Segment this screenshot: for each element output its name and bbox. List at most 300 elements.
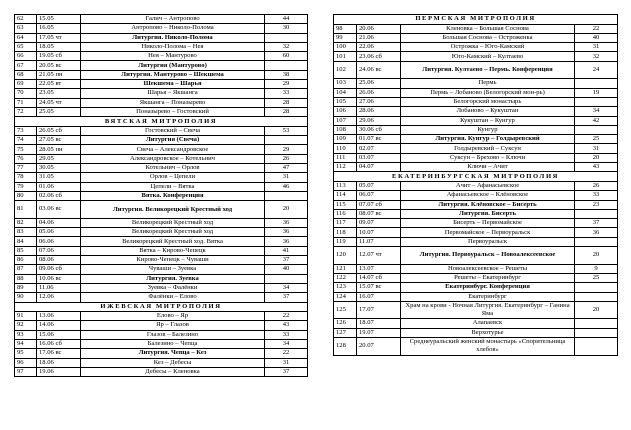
distance-cell: 28 bbox=[265, 98, 308, 107]
route-cell: Ачит – Афанасьевское bbox=[401, 181, 575, 190]
route-cell: Кирово-Чепецк – Чуваши bbox=[81, 256, 265, 265]
row-number-cell: 74 bbox=[15, 136, 37, 145]
date-cell: 24.06 вс bbox=[357, 61, 401, 79]
row-number-cell: 115 bbox=[334, 200, 357, 209]
row-number-cell: 72 bbox=[15, 107, 37, 116]
route-cell: Зуевка – Фалёнки bbox=[81, 283, 265, 292]
table-row bbox=[334, 301, 618, 319]
table-row bbox=[15, 33, 308, 42]
distance-cell bbox=[575, 79, 618, 88]
route-cell: Яр – Глазов bbox=[81, 321, 265, 330]
route-cell: Литургия (Мантурово) bbox=[81, 61, 265, 70]
route-cell: Фалёнки – Елово bbox=[81, 293, 265, 302]
distance-cell: 31 bbox=[575, 144, 618, 153]
distance-cell: 29 bbox=[265, 80, 308, 89]
route-cell: Литургия. Култаево – Пермь. Конференция bbox=[401, 61, 575, 79]
route-cell: Николо-Полома – Нея bbox=[81, 42, 265, 51]
date-cell: 03.06 вс bbox=[37, 201, 81, 219]
date-cell: 09.07 bbox=[357, 219, 401, 228]
table-row bbox=[15, 246, 308, 255]
route-cell: Екатеринбург. Конференция bbox=[401, 283, 575, 292]
route-cell: Пермь – Лобаново (Белогорский мон-рь) bbox=[401, 88, 575, 97]
section-header-row bbox=[334, 15, 618, 25]
date-cell: 08.06 bbox=[37, 256, 81, 265]
distance-cell: 34 bbox=[575, 107, 618, 116]
date-cell: 21.06 bbox=[357, 33, 401, 42]
row-number-cell: 123 bbox=[334, 283, 357, 292]
route-cell: Екатеринбург bbox=[401, 292, 575, 301]
distance-cell: 36 bbox=[265, 218, 308, 227]
table-row bbox=[334, 228, 618, 237]
date-cell: 13.07 bbox=[357, 264, 401, 273]
row-number-cell: 94 bbox=[15, 339, 37, 348]
table-row bbox=[334, 191, 618, 200]
table-row bbox=[15, 283, 308, 292]
row-number-cell: 88 bbox=[15, 274, 37, 283]
route-cell: Новоалексеевское – Решеты bbox=[401, 264, 575, 273]
date-cell: 15.07 вс bbox=[357, 283, 401, 292]
distance-cell: 36 bbox=[575, 228, 618, 237]
table-row bbox=[334, 88, 618, 97]
date-cell: 11.06 bbox=[37, 283, 81, 292]
table-row bbox=[15, 191, 308, 200]
route-cell: Литургия. Чепца – Кез bbox=[81, 349, 265, 358]
section-title: ВЯТСКАЯ МИТРОПОЛИЯ bbox=[15, 117, 308, 127]
date-cell: 01.07 вс bbox=[357, 135, 401, 144]
route-cell: Котельнич – Орлов bbox=[81, 164, 265, 173]
row-number-cell: 86 bbox=[15, 256, 37, 265]
table-row bbox=[334, 237, 618, 246]
distance-cell: 30 bbox=[265, 24, 308, 33]
distance-cell: 53 bbox=[265, 126, 308, 135]
section-title: ИЖЕВСКАЯ МИТРОПОЛИЯ bbox=[15, 302, 308, 312]
route-cell: Голдыревский – Суксун bbox=[401, 144, 575, 153]
row-number-cell: 77 bbox=[15, 164, 37, 173]
date-cell: 02.06 сб bbox=[37, 191, 81, 200]
row-number-cell: 102 bbox=[334, 61, 357, 79]
row-number-cell: 82 bbox=[15, 218, 37, 227]
distance-cell: 22 bbox=[265, 312, 308, 321]
distance-cell: 9 bbox=[575, 264, 618, 273]
date-cell: 23.05 bbox=[37, 89, 81, 98]
distance-cell: 37 bbox=[265, 293, 308, 302]
date-cell: 14.07 сб bbox=[357, 273, 401, 282]
table-row bbox=[334, 219, 618, 228]
table-row bbox=[15, 339, 308, 348]
route-cell: Галич – Антропово bbox=[81, 15, 265, 24]
route-cell: Ключи – Ачит bbox=[401, 163, 575, 172]
table-row bbox=[15, 312, 308, 321]
route-cell: Лобаново – Кукуштан bbox=[401, 107, 575, 116]
date-cell: 16.06 сб bbox=[37, 339, 81, 348]
row-number-cell: 113 bbox=[334, 181, 357, 190]
route-cell: Первоуральск bbox=[401, 237, 575, 246]
distance-cell: 31 bbox=[265, 173, 308, 182]
date-cell: 10.07 bbox=[357, 228, 401, 237]
date-cell: 20.05 вс bbox=[37, 61, 81, 70]
route-cell: Литургия. Бисерть bbox=[401, 209, 575, 218]
table-row bbox=[334, 33, 618, 42]
route-cell: Цепели – Вятка bbox=[81, 182, 265, 191]
distance-cell: 38 bbox=[265, 70, 308, 79]
row-number-cell: 76 bbox=[15, 154, 37, 163]
date-cell: 07.07 сб bbox=[357, 200, 401, 209]
row-number-cell: 80 bbox=[15, 191, 37, 200]
date-cell: 23.06 сб bbox=[357, 52, 401, 61]
distance-cell bbox=[575, 337, 618, 355]
date-cell: 21.05 пн bbox=[37, 70, 81, 79]
date-cell: 27.05 вс bbox=[37, 136, 81, 145]
row-number-cell: 66 bbox=[15, 52, 37, 61]
row-number-cell: 89 bbox=[15, 283, 37, 292]
row-number-cell: 126 bbox=[334, 319, 357, 328]
distance-cell: 20 bbox=[265, 201, 308, 219]
distance-cell: 20 bbox=[575, 153, 618, 162]
date-cell: 29.05 bbox=[37, 154, 81, 163]
route-cell: Шарья – Якшанга bbox=[81, 89, 265, 98]
distance-cell: 47 bbox=[265, 164, 308, 173]
row-number-cell: 71 bbox=[15, 98, 37, 107]
distance-cell: 36 bbox=[265, 228, 308, 237]
distance-cell: 41 bbox=[265, 246, 308, 255]
route-cell: Поназырево – Гостовский bbox=[81, 107, 265, 116]
table-row bbox=[15, 321, 308, 330]
table-row bbox=[15, 145, 308, 154]
distance-cell bbox=[575, 292, 618, 301]
table-row bbox=[15, 154, 308, 163]
row-number-cell: 125 bbox=[334, 301, 357, 319]
distance-cell: 33 bbox=[265, 89, 308, 98]
date-cell: 01.06 bbox=[37, 182, 81, 191]
table-row bbox=[15, 15, 308, 24]
route-cell: Вятка – Кирово-Чепецк bbox=[81, 246, 265, 255]
table-row bbox=[334, 144, 618, 153]
row-number-cell: 101 bbox=[334, 52, 357, 61]
row-number-cell: 91 bbox=[15, 312, 37, 321]
table-row bbox=[15, 136, 308, 145]
table-row bbox=[15, 52, 308, 61]
table-row bbox=[15, 367, 308, 376]
row-number-cell: 64 bbox=[15, 33, 37, 42]
distance-cell bbox=[575, 125, 618, 134]
section-header-row bbox=[15, 117, 308, 127]
distance-cell: 31 bbox=[265, 358, 308, 367]
date-cell: 04.07 bbox=[357, 163, 401, 172]
row-number-cell: 85 bbox=[15, 246, 37, 255]
date-cell: 19.06 bbox=[37, 367, 81, 376]
row-number-cell: 73 bbox=[15, 126, 37, 135]
table-row bbox=[334, 125, 618, 134]
date-cell: 19.05 сб bbox=[37, 52, 81, 61]
table-row bbox=[15, 80, 308, 89]
table-row bbox=[334, 61, 618, 79]
table-row bbox=[15, 330, 308, 339]
table-row bbox=[15, 182, 308, 191]
table-row bbox=[15, 164, 308, 173]
distance-cell: 37 bbox=[575, 219, 618, 228]
table-row bbox=[334, 153, 618, 162]
row-number-cell: 63 bbox=[15, 24, 37, 33]
distance-cell: 33 bbox=[575, 191, 618, 200]
table-row bbox=[334, 116, 618, 125]
table-row bbox=[15, 293, 308, 302]
distance-cell: 34 bbox=[265, 339, 308, 348]
date-cell: 07.06 bbox=[37, 246, 81, 255]
route-cell: Суксун – Брехово – Ключи bbox=[401, 153, 575, 162]
date-cell: 16.05 bbox=[37, 24, 81, 33]
table-row bbox=[15, 173, 308, 182]
distance-cell bbox=[575, 283, 618, 292]
row-number-cell: 109 bbox=[334, 135, 357, 144]
date-cell: 20.07 bbox=[357, 337, 401, 355]
distance-cell: 36 bbox=[265, 237, 308, 246]
route-cell: Александровское – Котельнич bbox=[81, 154, 265, 163]
route-cell: Орлов – Цепели bbox=[81, 173, 265, 182]
table-row bbox=[334, 209, 618, 218]
route-cell: Литургия (Свеча) bbox=[81, 136, 265, 145]
route-cell: Глазов – Балезино bbox=[81, 330, 265, 339]
route-cell: Литургия. Зуевка bbox=[81, 274, 265, 283]
distance-cell: 32 bbox=[575, 52, 618, 61]
table-row bbox=[15, 89, 308, 98]
section-title: ПЕРМСКАЯ МИТРОПОЛИЯ bbox=[334, 15, 618, 25]
distance-cell: 33 bbox=[265, 330, 308, 339]
table-row bbox=[334, 163, 618, 172]
table-row bbox=[15, 61, 308, 70]
route-cell: Афанасьевское – Клёновское bbox=[401, 191, 575, 200]
table-row bbox=[334, 52, 618, 61]
table-row bbox=[334, 97, 618, 106]
route-cell: Белогорский монастырь bbox=[401, 97, 575, 106]
table-row bbox=[334, 273, 618, 282]
date-cell: 12.07 чт bbox=[357, 247, 401, 265]
route-cell: Острожка – Юго-Камский bbox=[401, 43, 575, 52]
distance-cell bbox=[265, 136, 308, 145]
route-cell: Храм на крови - Ночная Литургия. Екатеринбург – Ганина Яма bbox=[401, 301, 575, 319]
distance-cell: 20 bbox=[575, 301, 618, 319]
date-cell: 18.07 bbox=[357, 319, 401, 328]
distance-cell: 26 bbox=[575, 181, 618, 190]
distance-cell bbox=[265, 33, 308, 42]
date-cell: 06.06 bbox=[37, 237, 81, 246]
row-number-cell: 112 bbox=[334, 163, 357, 172]
distance-cell: 60 bbox=[265, 52, 308, 61]
row-number-cell: 114 bbox=[334, 191, 357, 200]
route-cell: Литургия. Первоуральск – Новоалексеевское bbox=[401, 247, 575, 265]
row-number-cell: 90 bbox=[15, 293, 37, 302]
route-cell: Чуваши – Зуевка bbox=[81, 265, 265, 274]
schedule-table-left bbox=[14, 14, 308, 377]
distance-cell bbox=[265, 191, 308, 200]
date-cell: 31.05 bbox=[37, 173, 81, 182]
table-row bbox=[334, 337, 618, 355]
distance-cell: 42 bbox=[575, 116, 618, 125]
distance-cell bbox=[575, 97, 618, 106]
distance-cell: 24 bbox=[575, 61, 618, 79]
distance-cell bbox=[575, 209, 618, 218]
table-row bbox=[15, 126, 308, 135]
date-cell: 17.06 вс bbox=[37, 349, 81, 358]
table-row bbox=[15, 228, 308, 237]
row-number-cell: 78 bbox=[15, 173, 37, 182]
distance-cell: 37 bbox=[265, 367, 308, 376]
table-row bbox=[15, 237, 308, 246]
route-cell: Вятка. Конференция bbox=[81, 191, 265, 200]
date-cell: 05.06 bbox=[37, 228, 81, 237]
table-row bbox=[334, 247, 618, 265]
date-cell: 26.06 bbox=[357, 88, 401, 97]
date-cell: 17.07 bbox=[357, 301, 401, 319]
distance-cell: 25 bbox=[575, 273, 618, 282]
table-row bbox=[334, 135, 618, 144]
distance-cell: 23 bbox=[575, 200, 618, 209]
distance-cell: 19 bbox=[575, 88, 618, 97]
row-number-cell: 107 bbox=[334, 116, 357, 125]
date-cell: 13.06 bbox=[37, 312, 81, 321]
row-number-cell: 103 bbox=[334, 79, 357, 88]
route-cell: Свеча – Александровское bbox=[81, 145, 265, 154]
table-row bbox=[15, 274, 308, 283]
date-cell: 29.06 bbox=[357, 116, 401, 125]
row-number-cell: 67 bbox=[15, 61, 37, 70]
route-cell: Антропово – Николо-Полома bbox=[81, 24, 265, 33]
date-cell: 02.07 bbox=[357, 144, 401, 153]
date-cell: 30.05 bbox=[37, 164, 81, 173]
table-row bbox=[334, 200, 618, 209]
row-number-cell: 116 bbox=[334, 209, 357, 218]
table-row bbox=[15, 201, 308, 219]
row-number-cell: 62 bbox=[15, 15, 37, 24]
row-number-cell: 95 bbox=[15, 349, 37, 358]
date-cell: 11.07 bbox=[357, 237, 401, 246]
row-number-cell: 87 bbox=[15, 265, 37, 274]
table-row bbox=[15, 24, 308, 33]
route-cell: Кез – Дебесы bbox=[81, 358, 265, 367]
row-number-cell: 81 bbox=[15, 201, 37, 219]
date-cell: 22.06 bbox=[357, 43, 401, 52]
table-row bbox=[15, 218, 308, 227]
date-cell: 16.07 bbox=[357, 292, 401, 301]
date-cell: 22.05 вт bbox=[37, 80, 81, 89]
route-cell: Бисерть – Первомайское bbox=[401, 219, 575, 228]
table-row bbox=[15, 107, 308, 116]
distance-cell: 43 bbox=[575, 163, 618, 172]
table-row bbox=[334, 79, 618, 88]
distance-cell: 29 bbox=[265, 145, 308, 154]
table-row bbox=[334, 264, 618, 273]
date-cell: 20.06 bbox=[357, 24, 401, 33]
distance-cell: 22 bbox=[575, 24, 618, 33]
date-cell: 19.07 bbox=[357, 328, 401, 337]
table-row bbox=[334, 181, 618, 190]
date-cell: 28.06 bbox=[357, 107, 401, 116]
route-cell: Большая Соснова – Остроженка bbox=[401, 33, 575, 42]
row-number-cell: 79 bbox=[15, 182, 37, 191]
table-row bbox=[334, 107, 618, 116]
route-cell: Пермь bbox=[401, 79, 575, 88]
row-number-cell: 92 bbox=[15, 321, 37, 330]
row-number-cell: 120 bbox=[334, 247, 357, 265]
date-cell: 05.07 bbox=[357, 181, 401, 190]
date-cell: 15.05 bbox=[37, 15, 81, 24]
table-row bbox=[334, 283, 618, 292]
route-cell: Среднеуральский женский монастырь «Спорительница хлебов» bbox=[401, 337, 575, 355]
route-cell: Нея – Мантурово bbox=[81, 52, 265, 61]
row-number-cell: 84 bbox=[15, 237, 37, 246]
row-number-cell: 70 bbox=[15, 89, 37, 98]
table-row bbox=[15, 42, 308, 51]
route-cell: Шекшема – Шарья bbox=[81, 80, 265, 89]
row-number-cell: 119 bbox=[334, 237, 357, 246]
section-title: ЕКАТЕРИНБУРГСКАЯ МИТРОПОЛИЯ bbox=[334, 172, 618, 182]
date-cell: 08.07 вс bbox=[357, 209, 401, 218]
distance-cell: 46 bbox=[265, 182, 308, 191]
row-number-cell: 122 bbox=[334, 273, 357, 282]
route-cell: Решеты – Екатеринбург bbox=[401, 273, 575, 282]
schedule-table-right bbox=[333, 14, 618, 356]
row-number-cell: 96 bbox=[15, 358, 37, 367]
route-cell: Кукуштан – Кунгур bbox=[401, 116, 575, 125]
row-number-cell: 111 bbox=[334, 153, 357, 162]
route-cell: Литургия. Мантурово – Шекшема bbox=[81, 70, 265, 79]
route-cell: Дебесы – Кленовка bbox=[81, 367, 265, 376]
route-cell: Елово – Яр bbox=[81, 312, 265, 321]
route-cell: Литургия. Клёновское – Бисерть bbox=[401, 200, 575, 209]
row-number-cell: 69 bbox=[15, 80, 37, 89]
row-number-cell: 105 bbox=[334, 97, 357, 106]
date-cell: 26.05 сб bbox=[37, 126, 81, 135]
date-cell: 06.07 bbox=[357, 191, 401, 200]
date-cell: 27.06 bbox=[357, 97, 401, 106]
row-number-cell: 117 bbox=[334, 219, 357, 228]
table-row bbox=[15, 256, 308, 265]
route-cell: Гостовский – Свеча bbox=[81, 126, 265, 135]
row-number-cell: 106 bbox=[334, 107, 357, 116]
date-cell: 30.06 сб bbox=[357, 125, 401, 134]
table-row bbox=[334, 292, 618, 301]
row-number-cell: 93 bbox=[15, 330, 37, 339]
distance-cell: 25 bbox=[575, 135, 618, 144]
date-cell: 14.06 bbox=[37, 321, 81, 330]
section-header-row bbox=[334, 172, 618, 182]
distance-cell bbox=[265, 274, 308, 283]
row-number-cell: 83 bbox=[15, 228, 37, 237]
row-number-cell: 99 bbox=[334, 33, 357, 42]
date-cell: 17.05 чт bbox=[37, 33, 81, 42]
distance-cell: 43 bbox=[265, 321, 308, 330]
route-cell: Литургия. Николо-Полома bbox=[81, 33, 265, 42]
distance-cell: 28 bbox=[265, 107, 308, 116]
table-row bbox=[15, 358, 308, 367]
table-row bbox=[334, 43, 618, 52]
distance-cell: 22 bbox=[265, 349, 308, 358]
distance-cell bbox=[265, 61, 308, 70]
distance-cell: 26 bbox=[265, 154, 308, 163]
route-cell: Алапаевск bbox=[401, 319, 575, 328]
date-cell: 28.05 пн bbox=[37, 145, 81, 154]
distance-cell bbox=[575, 328, 618, 337]
route-cell: Юго-Камский – Култаево bbox=[401, 52, 575, 61]
table-row bbox=[334, 24, 618, 33]
row-number-cell: 118 bbox=[334, 228, 357, 237]
route-cell: Великорецкий Крестный ход. Вятка bbox=[81, 237, 265, 246]
distance-cell: 40 bbox=[575, 33, 618, 42]
distance-cell bbox=[575, 237, 618, 246]
row-number-cell: 121 bbox=[334, 264, 357, 273]
date-cell: 25.05 bbox=[37, 107, 81, 116]
distance-cell: 37 bbox=[265, 256, 308, 265]
route-cell: Первомайское – Первоуральск bbox=[401, 228, 575, 237]
